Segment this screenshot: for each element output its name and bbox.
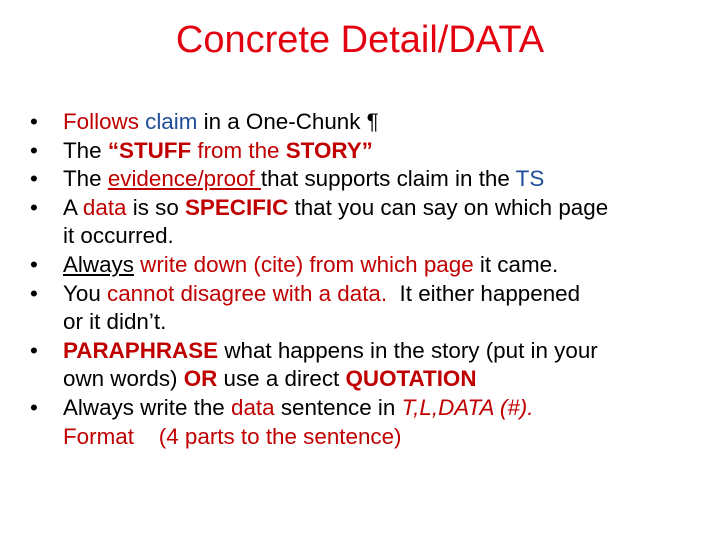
bullet-item	[30, 137, 702, 166]
bullet-dot-icon: •	[30, 109, 38, 134]
bullet-text: own words)	[63, 366, 184, 392]
bullet-text: what happens in the story (put in your	[218, 337, 598, 363]
bullet-dot-icon: •	[30, 337, 38, 363]
bullet-text: Always write the	[63, 394, 231, 420]
bullet-text: TS	[515, 166, 545, 192]
bullet-text: sentence in	[274, 394, 402, 420]
bullet-text: in a One-Chunk ¶	[197, 109, 379, 134]
bullet-item	[30, 394, 702, 451]
bullet-text: cannot disagree with a data.	[107, 280, 388, 306]
bullet-text: Follows	[63, 109, 146, 134]
bullet-text: it came.	[473, 251, 559, 277]
bullet-list	[30, 108, 702, 451]
bullet-text: SPECIFIC	[185, 194, 289, 220]
bullet-text: evidence/proof	[107, 166, 261, 192]
bullet-text: data	[82, 194, 127, 220]
bullet-dot-icon: •	[30, 280, 38, 306]
bullet-dot-icon: •	[30, 194, 38, 220]
bullet-text: The	[63, 166, 108, 192]
bullet-text: STORY”	[285, 137, 373, 163]
bullet-text: claim	[145, 109, 198, 134]
bullet-text: The	[63, 137, 108, 163]
bullet-dot-icon: •	[30, 137, 38, 163]
bullet-text: that you can say on which page	[288, 194, 609, 220]
bullet-text: from the	[191, 137, 286, 163]
bullet-text: “STUFF	[107, 137, 192, 163]
bullet-item	[30, 194, 702, 251]
bullet-item	[30, 165, 702, 194]
slide-title: Concrete Detail/DATA	[175, 19, 545, 61]
bullet-item	[30, 251, 702, 280]
bullet-text: A	[63, 194, 83, 220]
bullet-text: or it didn’t.	[63, 309, 167, 335]
bullet-item	[30, 337, 702, 394]
bullet-text: is so	[126, 194, 185, 220]
bullet-text: Always	[63, 251, 134, 277]
bullet-dot-icon: •	[30, 166, 38, 192]
bullet-text: write down (cite) from which page	[140, 251, 474, 277]
bullet-text: data	[231, 394, 275, 420]
bullet-text: OR	[183, 366, 218, 392]
bullet-text: Format	[63, 423, 134, 449]
bullet-item	[30, 280, 702, 337]
bullet-item	[30, 108, 702, 137]
bullet-text: it occurred.	[63, 223, 174, 249]
bullet-text: (4 parts to the sentence)	[133, 423, 402, 449]
bullet-dot-icon: •	[30, 251, 38, 277]
bullet-text: T,L,DATA (#).	[401, 394, 534, 420]
bullet-dot-icon: •	[30, 394, 38, 420]
bullet-text: PARAPHRASE	[63, 337, 219, 363]
bullet-text: that supports claim in the	[260, 166, 516, 192]
bullet-text: QUOTATION	[345, 366, 477, 392]
bullet-text: You	[63, 280, 108, 306]
bullet-text: It either happened	[387, 280, 581, 306]
bullet-text: use a direct	[217, 366, 346, 392]
